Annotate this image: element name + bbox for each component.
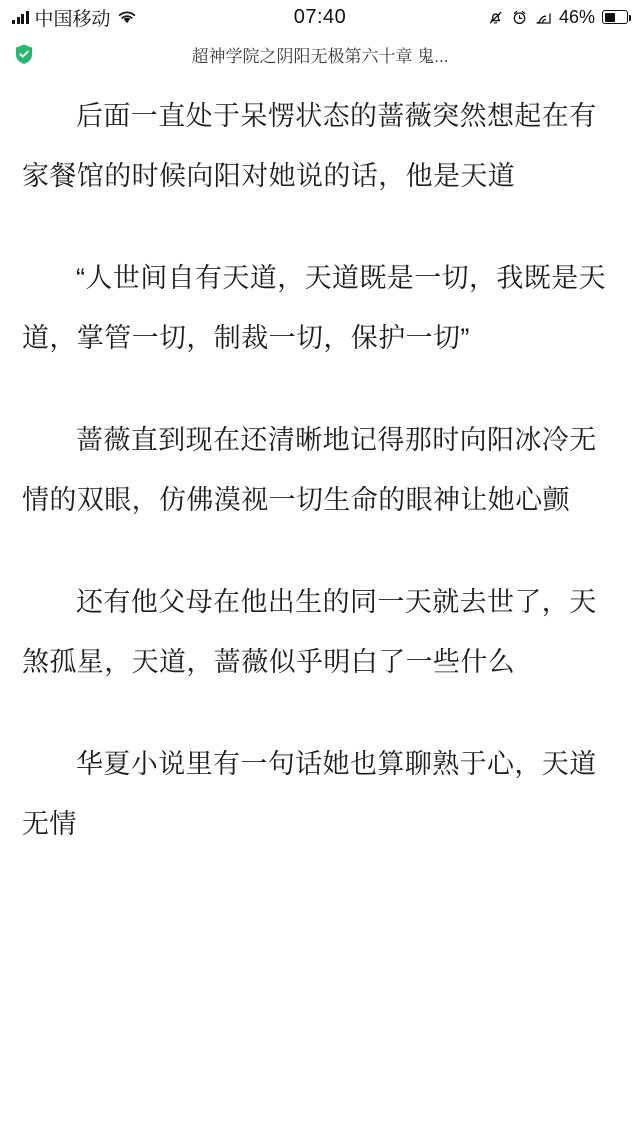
paragraph: 蔷薇直到现在还清晰地记得那时向阳冰冷无情的双眼，仿佛漠视一切生命的眼神让她心颤 (22, 425, 597, 515)
battery-icon (602, 10, 628, 24)
paragraph: 后面一直处于呆愣状态的蔷薇突然想起在有家餐馆的时候向阳对她说的话，他是天道 (22, 101, 597, 191)
mute-bell-icon (487, 9, 504, 26)
paragraph: “人世间自有天道，天道既是一切，我既是天道，掌管一切，制裁一切，保护一切” (22, 263, 606, 353)
carrier-label: 中国移动 (34, 8, 111, 30)
paragraph: 还有他父母在他出生的同一天就去世了，天煞孤星，天道，蔷薇似乎明白了一些什么 (22, 587, 597, 677)
battery-percent-label: 46% (558, 6, 595, 27)
status-bar-left (12, 4, 137, 31)
status-bar-clock: 07:40 (293, 5, 347, 28)
wifi-icon (117, 9, 137, 25)
status-bar (0, 0, 640, 34)
signal-cast-icon (535, 10, 552, 25)
signal-bars-icon (12, 10, 29, 24)
alarm-clock-icon (511, 9, 528, 26)
title-bar (0, 34, 640, 74)
status-bar-right (487, 7, 628, 28)
page-title: 超神学院之阴阳无极第六十章 鬼... (191, 46, 449, 66)
paragraph: 华夏小说里有一句话她也算聊熟于心，天道无情 (22, 749, 597, 839)
shield-icon (14, 43, 34, 65)
reader-content (0, 74, 640, 854)
